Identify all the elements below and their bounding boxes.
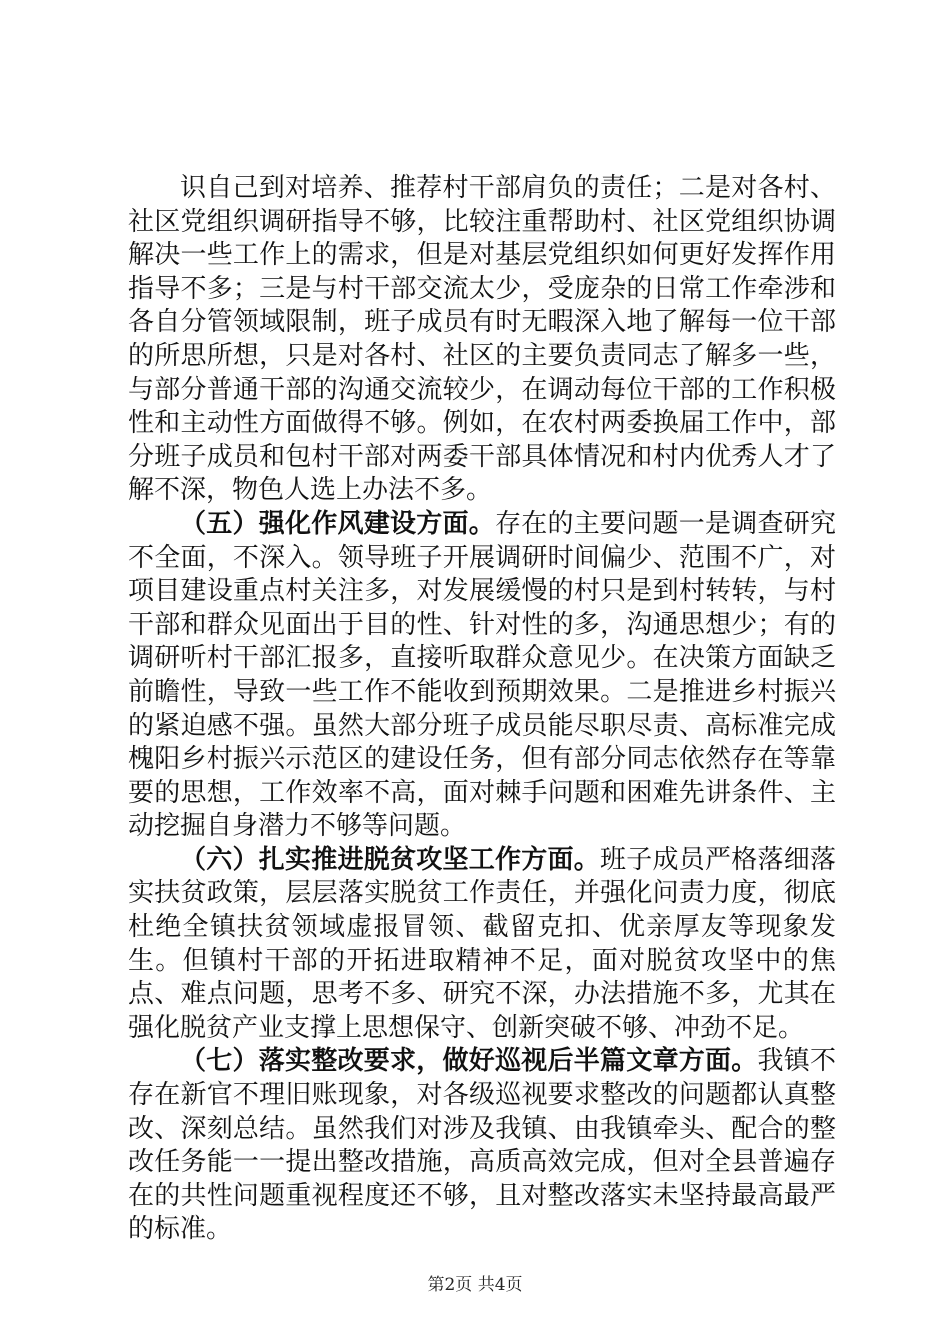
paragraph-section-7 bbox=[128, 1045, 836, 1247]
paragraph-text: 班子成员严格落细落实扶贫政策，层层落实脱贫工作责任，并强化问责力度，彻底杜绝全镇扶贫领域虚报冒领、截留克扣、优亲厚友等现象发生。但镇村干部的开拓进取精神不足，面对脱贫攻坚中的焦点、难点问题，思考不多、研究不深，办法措施不多，尤其在强化脱贫产业支撑上思想保守、创新突破不够、冲劲不足。 bbox=[128, 844, 836, 1043]
section-heading: （五）强化作风建设方面。 bbox=[180, 508, 495, 539]
paragraph-continued bbox=[128, 172, 836, 508]
page-footer bbox=[0, 1270, 950, 1295]
paragraph-section-6 bbox=[128, 844, 836, 1046]
section-heading: （七）落实整改要求，做好巡视后半篇文章方面。 bbox=[180, 1046, 758, 1077]
page-number-label: 第2页 共4页 bbox=[427, 1275, 523, 1295]
paragraph-text: 识自己到对培养、推荐村干部肩负的责任；二是对各村、社区党组织调研指导不够，比较注重帮助村、社区党组织协调解决一些工作上的需求，但是对基层党组织如何更好发挥作用指导不多；三是与村干部交流太少，受庞杂的日常工作牵涉和各自分管领域限制，班子成员有时无暇深入地了解每一位干部的所思所想，只是对各村、社区的主要负责同志了解多一些，与部分普通干部的沟通交流较少，在调动每位干部的工作积极性和主动性方面做得不够。例如，在农村两委换届工作中，部分班子成员和包村干部对两委干部具体情况和村内优秀人才了解不深，物色人选上办法不多。 bbox=[128, 173, 836, 506]
paragraph-text: 存在的主要问题一是调查研究不全面，不深入。领导班子开展调研时间偏少、范围不广，对项目建设重点村关注多，对发展缓慢的村只是到村转转，与村干部和群众见面出于目的性、针对性的多，沟通思想少；有的调研听村干部汇报多，直接听取群众意见少。在决策方面缺乏前瞻性，导致一些工作不能收到预期效果。二是推进乡村振兴的紧迫感不强。虽然大部分班子成员能尽职尽责、高标准完成槐阳乡村振兴示范区的建设任务，但有部分同志依然存在等靠要的思想，工作效率不高，面对棘手问题和困难先讲条件、主动挖掘自身潜力不够等问题。 bbox=[128, 508, 836, 842]
document-body bbox=[128, 172, 836, 1247]
paragraph-section-5 bbox=[128, 508, 836, 844]
section-heading: （六）扎实推进脱贫攻坚工作方面。 bbox=[180, 844, 600, 875]
paragraph-text: 我镇不存在新官不理旧账现象，对各级巡视要求整改的问题都认真整改、深刻总结。虽然我们对涉及我镇、由我镇牵头、配合的整改任务能一一提出整改措施，高质高效完成，但对全县普遍存在的共性问题重视程度还不够，且对整改落实未坚持最高最严的标准。 bbox=[128, 1046, 836, 1245]
